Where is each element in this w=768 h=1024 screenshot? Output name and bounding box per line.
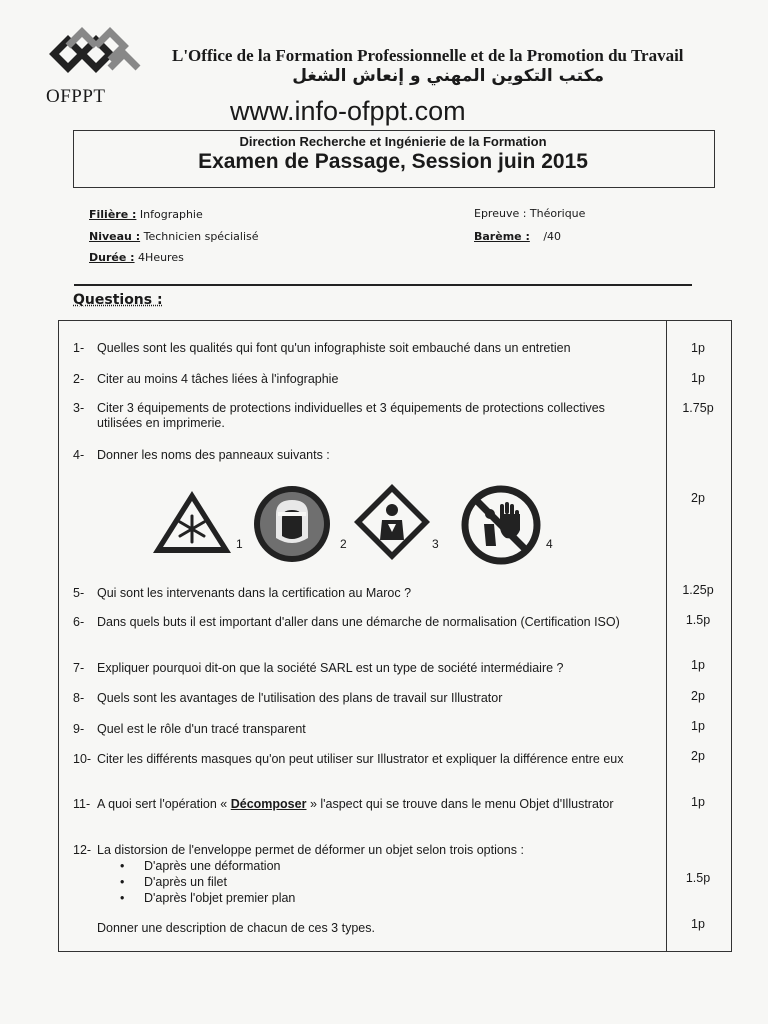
question-text: Donner les noms des panneaux suivants : xyxy=(97,448,330,462)
question-points: 1.25p xyxy=(682,583,714,597)
question-number: 6- xyxy=(73,615,85,629)
question-text: Citer au moins 4 tâches liées à l'infographie xyxy=(97,372,339,386)
points-column-divider xyxy=(666,320,667,951)
question-text: Quels sont les avantages de l'utilisation des plans de travail sur Illustrator xyxy=(97,691,503,705)
question-points: 1p xyxy=(691,341,705,355)
question-text: Donner une description de chacun de ces 3 types. xyxy=(97,921,375,935)
bareme-value: /40 xyxy=(543,230,562,243)
question-number: 2- xyxy=(73,372,85,386)
sign-label: 4 xyxy=(546,537,553,551)
question-points: 1p xyxy=(691,795,705,809)
question-number: 5- xyxy=(73,586,85,600)
question-text xyxy=(97,797,637,812)
niveau-value: Technicien spécialisé xyxy=(140,230,259,243)
meta-bareme xyxy=(474,230,561,243)
question-text: Qui sont les intervenants dans la certification au Maroc ? xyxy=(97,586,412,600)
question-points: 1.5p xyxy=(685,871,711,885)
question-number: 11- xyxy=(73,797,91,811)
question-text-part: » l'aspect qui se trouve dans le menu Objet d'Illustrator xyxy=(306,797,614,811)
question-text: La distorsion de l'enveloppe permet de déformer un objet selon trois options : xyxy=(97,843,524,857)
question-text: Quel est le rôle d'un tracé transparent xyxy=(97,722,306,736)
duree-label: Durée : xyxy=(89,251,135,264)
filiere-label: Filière : xyxy=(89,208,137,221)
snowflake-warning-icon xyxy=(150,488,234,556)
question-number: 8- xyxy=(73,691,85,705)
no-entry-hand-icon xyxy=(460,484,542,566)
questions-heading: Questions : xyxy=(73,292,163,308)
meta-duree xyxy=(89,251,184,264)
meta-niveau xyxy=(89,230,259,243)
question-number: 10- xyxy=(73,752,92,766)
question-number: 7- xyxy=(73,661,85,675)
exam-title: Examen de Passage, Session juin 2015 xyxy=(198,150,588,173)
question-text-part: A quoi sert l'opération « xyxy=(97,797,231,811)
sign-label: 2 xyxy=(340,537,347,551)
question-points: 1p xyxy=(691,658,705,672)
organization-name-ar: مكتب التكوين المهني و إنعاش الشغل xyxy=(292,66,604,86)
decomposer-keyword: Décomposer xyxy=(230,797,307,811)
question-points: 1p xyxy=(691,719,705,733)
question-points: 1p xyxy=(691,917,705,931)
question-points: 1.5p xyxy=(685,613,711,627)
health-hazard-diamond-icon xyxy=(352,482,432,562)
duree-value: 4Heures xyxy=(134,251,184,264)
question-text: Expliquer pourquoi dit-on que la société SARL est un type de société intermédiaire ? xyxy=(97,661,564,675)
meta-epreuve: Epreuve : Théorique xyxy=(474,207,586,220)
question-text: Citer les différents masques qu'on peut utiliser sur Illustrator et expliquer la différence entre eux xyxy=(97,752,624,766)
question-text: Citer 3 équipements de protections individuelles et 3 équipements de protections collectives utilisées en imprimerie. xyxy=(97,401,605,430)
question-points: 2p xyxy=(691,689,705,703)
question-points: 1.75p xyxy=(682,401,714,415)
sign-label: 3 xyxy=(432,537,439,551)
question-text: Quelles sont les qualités qui font qu'un infographiste soit embauché dans un entretien xyxy=(97,341,571,355)
bareme-label: Barème : xyxy=(474,230,530,243)
website-url: www.info-ofppt.com xyxy=(230,96,466,126)
list-item-text: D'après une déformation xyxy=(144,859,281,873)
question-number: 9- xyxy=(73,722,85,736)
question-number: 4- xyxy=(73,448,85,462)
question-text: Dans quels buts il est important d'aller dans une démarche de normalisation (Certification ISO) xyxy=(97,615,620,629)
question-number: 1- xyxy=(73,341,85,355)
organization-name-fr: L'Office de la Formation Professionnelle et de la Promotion du Travail xyxy=(172,46,684,65)
logo-text: OFPPT xyxy=(46,86,106,107)
department-name: Direction Recherche et Ingénierie de la Formation xyxy=(239,134,547,149)
bullet-icon: • xyxy=(120,859,125,873)
bullet-icon: • xyxy=(120,875,125,889)
bullet-icon: • xyxy=(120,891,125,905)
filiere-value: Infographie xyxy=(136,208,203,221)
list-item-text: D'après l'objet premier plan xyxy=(144,891,296,905)
list-item-text: D'après un filet xyxy=(144,875,227,889)
face-shield-mandatory-icon xyxy=(252,484,332,564)
question-points: 1p xyxy=(691,371,705,385)
ofppt-logo-icon xyxy=(44,24,144,86)
niveau-label: Niveau : xyxy=(89,230,141,243)
question-points: 2p xyxy=(691,749,705,763)
question-number: 3- xyxy=(73,401,85,415)
question-points: 2p xyxy=(691,491,705,505)
sign-label: 1 xyxy=(236,537,243,551)
meta-filiere xyxy=(89,208,203,221)
question-number: 12- xyxy=(73,843,92,857)
separator-rule xyxy=(74,284,692,286)
